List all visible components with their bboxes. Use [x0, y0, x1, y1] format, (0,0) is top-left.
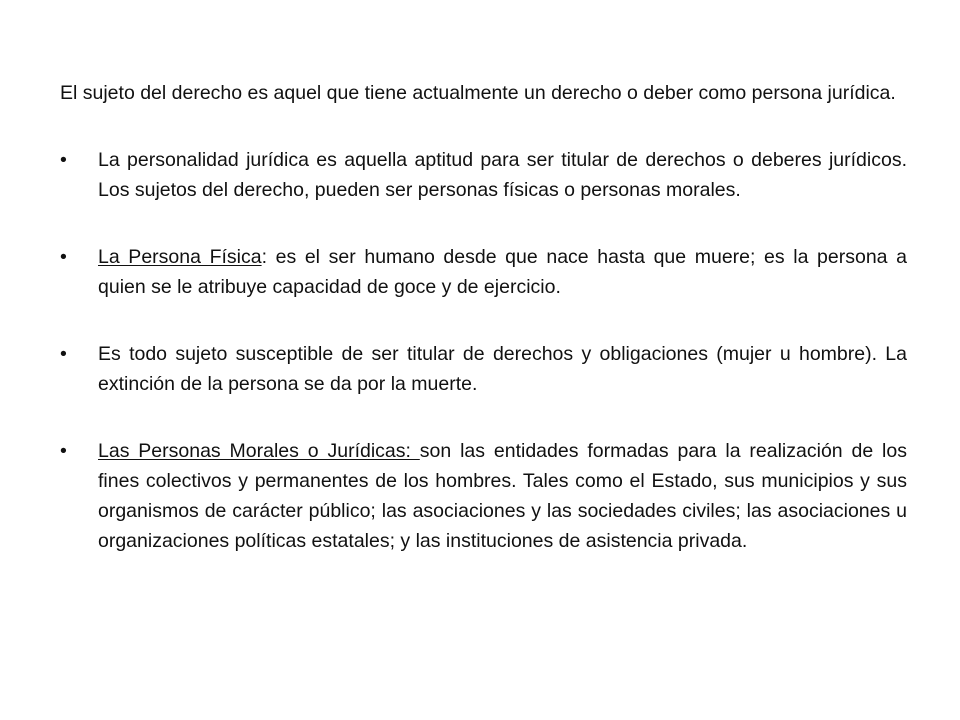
bullet-dot: •	[60, 343, 67, 365]
bullet-persona-fisica	[60, 242, 907, 302]
bullet-dot: •	[60, 149, 67, 171]
intro-paragraph: El sujeto del derecho es aquel que tiene actualmente un derecho o deber como persona jurídica.	[60, 82, 896, 104]
bullet-text: son las entidades formadas para la realización de los fines colectivos y permanentes de los hombres. Tales como el Estado, sus municipios y sus organismos de carácter público; las asociaciones y las sociedades civiles; las asociaciones u organizaciones políticas estatales; y las instituciones de asistencia privada.	[98, 440, 907, 552]
bullet-underlined-term: La Persona Física	[98, 246, 262, 268]
bullet-dot: •	[60, 440, 67, 462]
bullet-sujeto-susceptible	[60, 339, 907, 399]
bullet-list	[60, 145, 907, 556]
bullet-personalidad-juridica	[60, 145, 907, 205]
bullet-dot: •	[60, 246, 67, 268]
bullet-underlined-term: Las Personas Morales o Jurídicas:	[98, 440, 420, 462]
bullet-text: : es el ser humano desde que nace hasta que muere; es la persona a quien se le atribuye capacidad de goce y de ejercicio.	[98, 246, 907, 298]
slide-content	[60, 78, 907, 556]
bullet-text: Es todo sujeto susceptible de ser titular de derechos y obligaciones (mujer u hombre). La extinción de la persona se da por la muerte.	[98, 343, 907, 395]
bullet-text: La personalidad jurídica es aquella aptitud para ser titular de derechos o deberes jurídicos. Los sujetos del derecho, pueden ser personas físicas o personas morales.	[98, 149, 907, 201]
bullet-personas-morales	[60, 436, 907, 556]
